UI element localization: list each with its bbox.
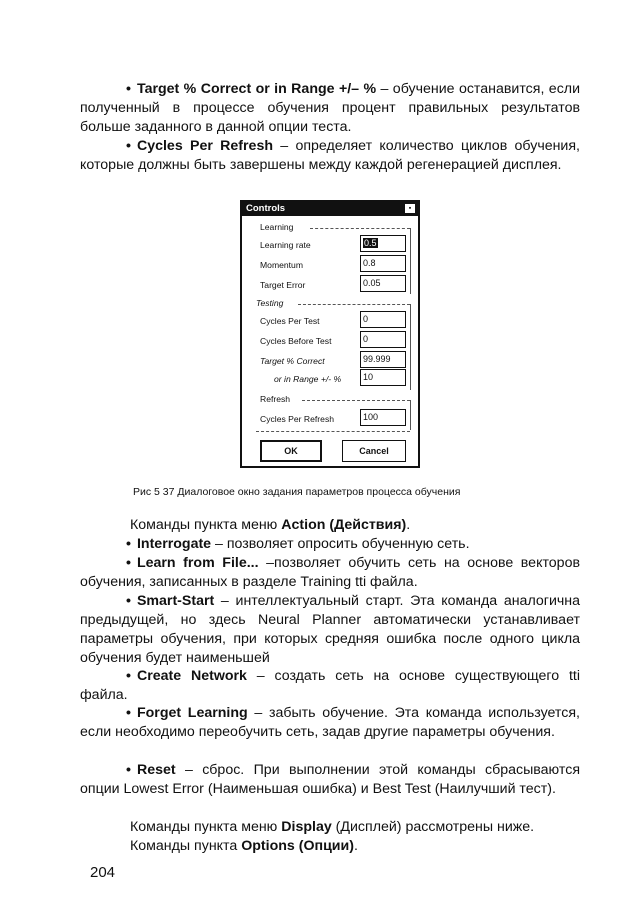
dialog-title-bar: [242, 202, 418, 216]
group-testing-label: Testing: [256, 298, 284, 308]
target-error-input[interactable]: 0.05: [360, 275, 406, 292]
lead-display-menu: [80, 818, 580, 837]
group-refresh-bottom: [256, 431, 410, 432]
lead-action-suffix: .: [406, 517, 411, 533]
group-learning-label: Learning: [260, 222, 294, 232]
learning-rate-input[interactable]: [360, 235, 406, 252]
cycles-before-test-input[interactable]: 0: [360, 331, 406, 348]
term-target-correct: Target % Correct or in Range +/– %: [136, 81, 377, 97]
paragraph-text: – забыть обучение. Эта команда используется, если необходимо переобучить сеть, задав другие параметры обучения.: [80, 705, 580, 740]
learning-rate-label: Learning rate: [260, 240, 311, 250]
lead-action-menu: [80, 516, 580, 535]
group-refresh-border: [302, 400, 410, 401]
bullet-mark: •: [126, 593, 131, 609]
group-testing-right-edge: [410, 304, 411, 390]
page-number: 204: [90, 864, 116, 881]
cycles-per-refresh-label: Cycles Per Refresh: [260, 414, 335, 424]
lead-display-suffix: (Дисплей) рассмотрены ниже.: [331, 819, 535, 835]
term-forget-learning: Forget Learning: [136, 705, 248, 721]
paragraph-interrogate: [80, 535, 580, 554]
cycles-before-test-label: Cycles Before Test: [260, 336, 332, 346]
paragraph-smart-start: [80, 592, 580, 668]
paragraph-text: – обучение останавится, если полученный в процессе обучения процент правильных результатов больше заданного в данной опции теста.: [80, 81, 580, 135]
cycles-per-refresh-input[interactable]: 100: [360, 409, 406, 426]
figure-caption: Рис 5 37 Диалоговое окно задания параметров процесса обучения: [133, 486, 461, 498]
bullet-mark: •: [126, 81, 131, 97]
lead-action-prefix: Команды пункта меню: [130, 517, 282, 533]
cycles-per-test-input[interactable]: 0: [360, 311, 406, 328]
term-learn-from-file: Learn from File...: [136, 555, 259, 571]
target-correct-label: Target % Correct: [260, 356, 325, 366]
bullet-mark: •: [126, 555, 131, 571]
paragraph-text: – создать сеть на основе существующего tti файла.: [80, 668, 580, 703]
lead-options-menu: [80, 837, 580, 856]
or-in-range-input[interactable]: 10: [360, 369, 406, 386]
momentum-label: Momentum: [260, 260, 303, 270]
paragraph-forget-learning: [80, 704, 580, 742]
term-create-network: Create Network: [136, 668, 247, 684]
lead-action-term: Action (Действия): [281, 517, 407, 533]
bullet-mark: •: [126, 705, 131, 721]
lead-options-prefix: Команды пункта: [130, 838, 242, 854]
cycles-per-test-label: Cycles Per Test: [260, 316, 320, 326]
cancel-button[interactable]: Cancel: [342, 440, 406, 462]
lead-display-prefix: Команды пункта меню: [130, 819, 282, 835]
bullet-mark: •: [126, 668, 131, 684]
or-in-range-label: or in Range +/- %: [274, 374, 342, 384]
dialog-menu-icon[interactable]: ▪: [405, 204, 415, 213]
group-learning-border: [310, 228, 410, 229]
paragraph-learn-from-file: [80, 554, 580, 592]
term-interrogate: Interrogate: [136, 536, 212, 552]
paragraph-reset: [80, 761, 580, 799]
controls-dialog: [240, 200, 420, 468]
group-learning-right-edge: [410, 228, 411, 294]
term-cycles-per-refresh: Cycles Per Refresh: [136, 138, 273, 154]
learning-rate-value: 0.5: [364, 238, 377, 248]
bullet-mark: •: [126, 138, 131, 154]
paragraph-create-network: [80, 667, 580, 705]
lead-options-term: Options (Опции): [241, 838, 354, 854]
paragraph-target-correct: [80, 80, 580, 137]
dialog-title: Controls: [246, 203, 286, 214]
group-refresh-right-edge: [410, 400, 411, 430]
bullet-mark: •: [126, 536, 131, 552]
term-reset: Reset: [136, 762, 176, 778]
paragraph-text: –позволяет обучить сеть на основе векторов обучения, записанных в разделе Training tti файла.: [80, 555, 580, 590]
momentum-input[interactable]: 0.8: [360, 255, 406, 272]
bullet-mark: •: [126, 762, 131, 778]
group-testing-border: [298, 304, 410, 305]
group-refresh-label: Refresh: [260, 394, 291, 404]
target-correct-input[interactable]: 99.999: [360, 351, 406, 368]
paragraph-cycles-per-refresh: [80, 137, 580, 175]
term-smart-start: Smart-Start: [136, 593, 215, 609]
paragraph-text: – интеллектуальный старт. Эта команда аналогична предыдущей, но здесь Neural Planner автоматически устанавливает параметры обучения, при которых средняя ошибка после одного цикла обучения будет наименьшей: [80, 593, 580, 666]
ok-button[interactable]: OK: [260, 440, 322, 462]
paragraph-text: – определяет количество циклов обучения, которые должны быть завершены между каждой регенерацией дисплея.: [80, 138, 580, 173]
target-error-label: Target Error: [260, 280, 306, 290]
lead-display-term: Display: [281, 819, 332, 835]
lead-options-suffix: .: [353, 838, 358, 854]
paragraph-text: – сброс. При выполнении этой команды сбрасываются опции Lowest Error (Наименьшая ошибка) и Best Test (Наилучший тест).: [80, 762, 580, 797]
paragraph-text: – позволяет опросить обученную сеть.: [211, 536, 470, 552]
